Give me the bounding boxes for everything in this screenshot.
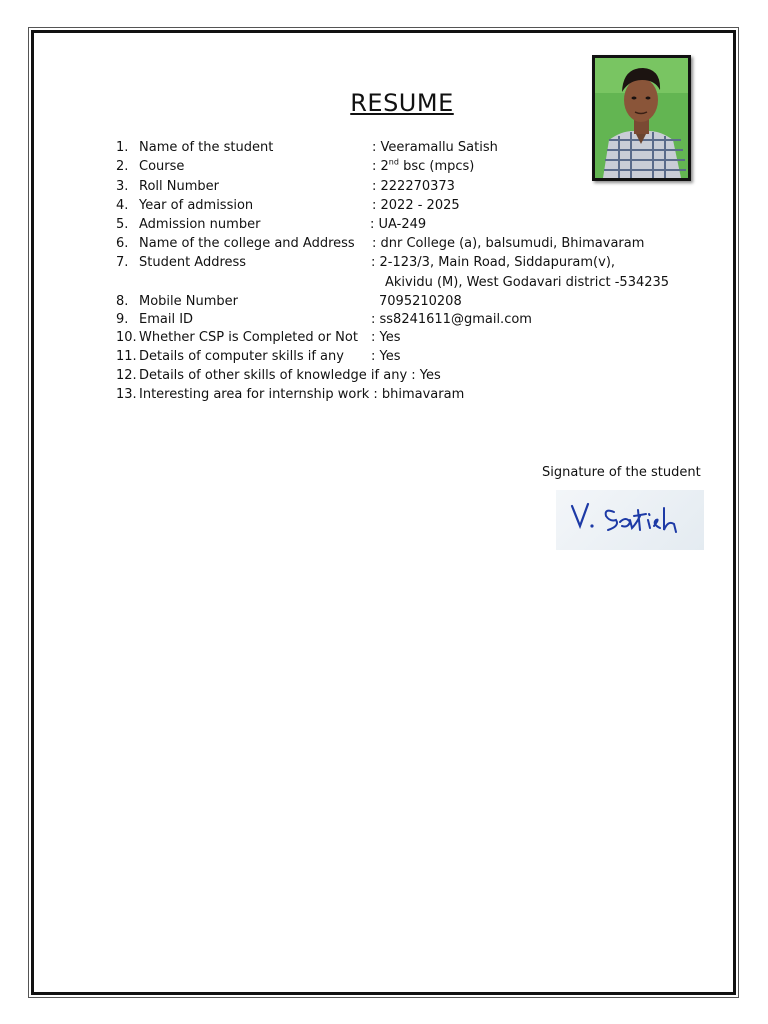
student-photo bbox=[592, 55, 691, 181]
signature-label: Signature of the student bbox=[542, 465, 701, 480]
signature-image bbox=[556, 490, 704, 550]
page-title: RESUME bbox=[350, 89, 454, 117]
